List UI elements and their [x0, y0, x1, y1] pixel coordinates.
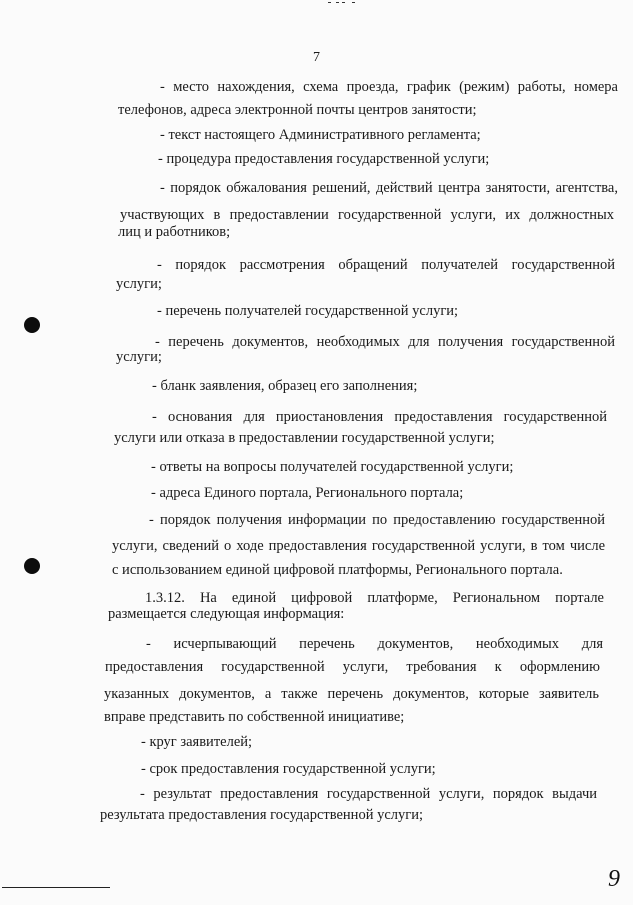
- text-line: - место нахождения, схема проезда, график (режим) работы, номера: [160, 79, 618, 95]
- text-line: с использованием единой цифровой платформы, Регионального портала.: [112, 562, 563, 578]
- text-line: - основания для приостановления предоставления государственной: [152, 409, 607, 425]
- text-line: услуги или отказа в предоставлении государственной услуги;: [114, 430, 495, 446]
- text-line: - перечень документов, необходимых для получения государственной: [155, 334, 615, 350]
- text-line: предоставления государственной услуги, требования к оформлению: [105, 659, 600, 675]
- text-line: - адреса Единого портала, Регионального портала;: [151, 485, 464, 501]
- text-line: лиц и работников;: [118, 224, 231, 240]
- text-line: участвующих в предоставлении государственной услуги, их должностных: [120, 207, 614, 223]
- footnote-rule: [2, 887, 110, 888]
- text-line: - ответы на вопросы получателей государственной услуги;: [151, 459, 514, 475]
- text-line: - круг заявителей;: [141, 734, 253, 750]
- text-line: услуги;: [116, 276, 162, 292]
- text-line: телефонов, адреса электронной почты центров занятости;: [118, 102, 477, 118]
- text-line: результата предоставления государственной услуги;: [100, 807, 423, 823]
- text-line: - срок предоставления государственной услуги;: [141, 761, 436, 777]
- text-line: - порядок получения информации по предоставлению государственной: [149, 512, 605, 528]
- text-line: - перечень получателей государственной услуги;: [157, 303, 459, 319]
- text-line: - текст настоящего Административного регламента;: [160, 127, 481, 143]
- text-line: - исчерпывающий перечень документов, необходимых для: [146, 636, 603, 652]
- text-line: - результат предоставления государственной услуги, порядок выдачи: [140, 786, 597, 802]
- text-line: - порядок рассмотрения обращений получателей государственной: [157, 257, 615, 273]
- handwritten-sheet-number: 9: [608, 866, 620, 892]
- text-line: - бланк заявления, образец его заполнения;: [152, 378, 418, 394]
- page-number: 7: [313, 50, 320, 65]
- text-line: вправе представить по собственной инициативе;: [104, 709, 405, 725]
- text-line: - порядок обжалования решений, действий центра занятости, агентства,: [160, 180, 618, 196]
- text-line: услуги, сведений о ходе предоставления государственной услуги, в том числе: [112, 538, 605, 554]
- text-line: - процедура предоставления государственной услуги;: [158, 151, 490, 167]
- text-line: услуги;: [116, 349, 162, 365]
- text-line: указанных документов, а также перечень документов, которые заявитель: [104, 686, 599, 702]
- text-line: размещается следующая информация:: [108, 606, 345, 622]
- text-line: 1.3.12. На единой цифровой платформе, Региональном портале: [145, 590, 604, 606]
